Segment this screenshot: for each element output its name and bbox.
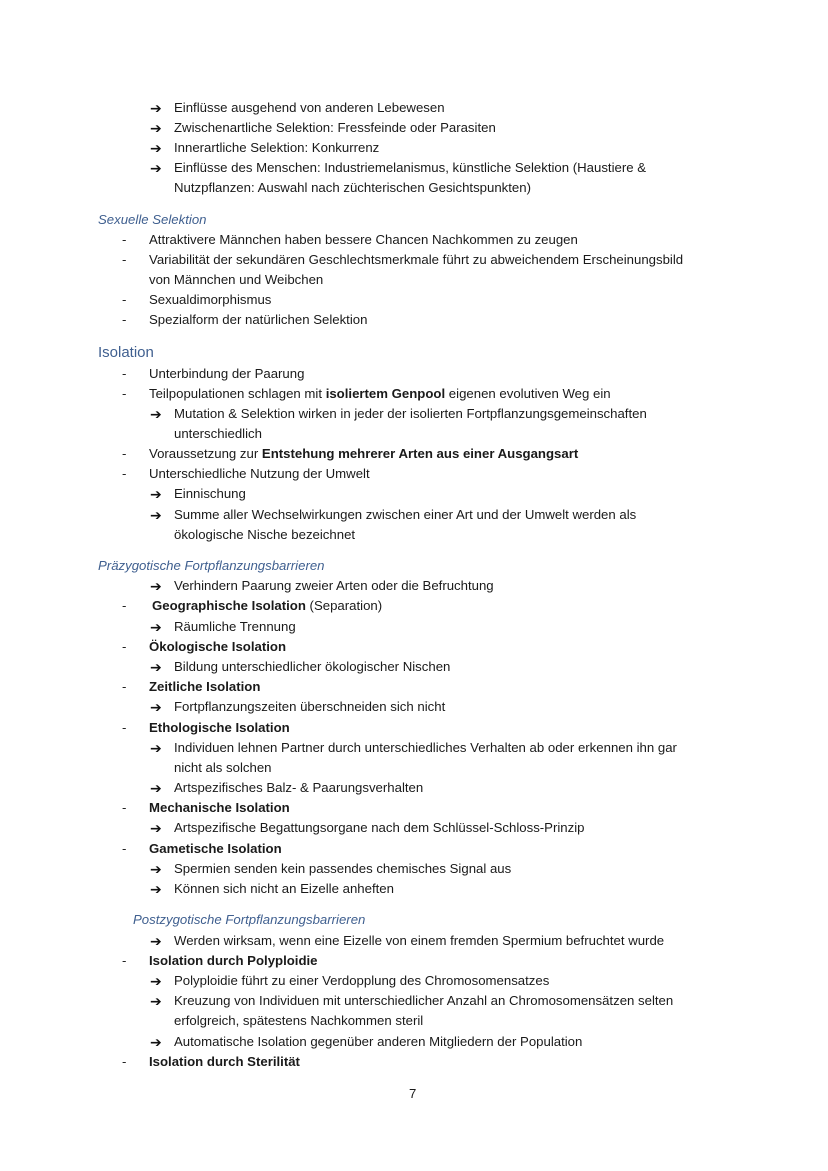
dash-icon: - <box>122 598 127 613</box>
dash-icon: - <box>122 292 127 307</box>
bullet-text: Artspezifische Begattungsorgane nach dem Schlüssel-Schloss-Prinzip <box>174 820 585 835</box>
bullet-text: Summe aller Wechselwirkungen zwischen einer Art und der Umwelt werden als <box>174 507 637 522</box>
dash-icon: - <box>122 232 127 247</box>
page-number: 7 <box>409 1086 417 1101</box>
arrow-icon: ➔ <box>150 406 162 422</box>
dash-icon: - <box>122 446 127 461</box>
section-heading: Postzygotische Fortpflanzungsbarrieren <box>133 912 366 927</box>
arrow-icon: ➔ <box>150 120 162 136</box>
dash-icon: - <box>122 466 127 481</box>
bullet-text: Einflüsse ausgehend von anderen Lebewesen <box>174 100 445 115</box>
bullet-text: Ökologische Isolation <box>149 639 287 654</box>
bullet-text: Fortpflanzungszeiten überschneiden sich nicht <box>174 699 446 714</box>
dash-icon: - <box>122 720 127 735</box>
dash-icon: - <box>122 252 127 267</box>
bullet-text: Attraktivere Männchen haben bessere Chancen Nachkommen zu zeugen <box>149 232 578 247</box>
bullet-text: Kreuzung von Individuen mit unterschiedlicher Anzahl an Chromosomensätzen selten <box>174 993 674 1008</box>
bullet-text-continued: von Männchen und Weibchen <box>149 272 324 287</box>
arrow-icon: ➔ <box>150 1034 162 1050</box>
arrow-icon: ➔ <box>150 699 162 715</box>
bullet-text: Artspezifisches Balz- & Paarungsverhalten <box>174 780 424 795</box>
bullet-text: Sexualdimorphismus <box>149 292 272 307</box>
bullet-text: Gametische Isolation <box>149 841 282 856</box>
bullet-text-continued: ökologische Nische bezeichnet <box>174 527 356 542</box>
arrow-icon: ➔ <box>150 740 162 756</box>
dash-icon: - <box>122 366 127 381</box>
section-heading: Isolation <box>98 344 154 361</box>
bullet-text-continued: unterschiedlich <box>174 426 262 441</box>
bullet-text: Verhindern Paarung zweier Arten oder die Befruchtung <box>174 578 494 593</box>
arrow-icon: ➔ <box>150 780 162 796</box>
bullet-text: Ethologische Isolation <box>149 720 290 735</box>
arrow-icon: ➔ <box>150 820 162 836</box>
dash-icon: - <box>122 386 127 401</box>
bullet-text: Zwischenartliche Selektion: Fressfeinde oder Parasiten <box>174 120 496 135</box>
bullet-text: Werden wirksam, wenn eine Eizelle von einem fremden Spermium befruchtet wurde <box>174 933 665 948</box>
arrow-icon: ➔ <box>150 578 162 594</box>
bullet-text: Isolation durch Sterilität <box>149 1054 300 1069</box>
dash-icon: - <box>122 841 127 856</box>
arrow-icon: ➔ <box>150 933 162 949</box>
arrow-icon: ➔ <box>150 486 162 502</box>
bullet-text: Polyploidie führt zu einer Verdopplung des Chromosomensatzes <box>174 973 550 988</box>
arrow-icon: ➔ <box>150 881 162 897</box>
bullet-text: Mutation & Selektion wirken in jeder der isolierten Fortpflanzungsgemeinschaften <box>174 406 647 421</box>
bullet-text: Einnischung <box>174 486 246 501</box>
arrow-icon: ➔ <box>150 993 162 1009</box>
bullet-text: Teilpopulationen schlagen mit isoliertem Genpool eigenen evolutiven Weg ein <box>149 386 611 401</box>
bullet-text: Unterschiedliche Nutzung der Umwelt <box>149 466 370 481</box>
bullet-text: Isolation durch Polyploidie <box>149 953 318 968</box>
bullet-text-continued: erfolgreich, spätestens Nachkommen steril <box>174 1013 424 1028</box>
bullet-text: Räumliche Trennung <box>174 619 296 634</box>
bullet-text-continued: Nutzpflanzen: Auswahl nach züchterischen Gesichtspunkten) <box>174 180 531 195</box>
bullet-text: Einflüsse des Menschen: Industriemelanismus, künstliche Selektion (Haustiere & <box>174 160 647 175</box>
dash-icon: - <box>122 679 127 694</box>
arrow-icon: ➔ <box>150 507 162 523</box>
dash-icon: - <box>122 1054 127 1069</box>
bullet-text: Innerartliche Selektion: Konkurrenz <box>174 140 380 155</box>
arrow-icon: ➔ <box>150 619 162 635</box>
bullet-text-continued: nicht als solchen <box>174 760 272 775</box>
bullet-text: Zeitliche Isolation <box>149 679 261 694</box>
arrow-icon: ➔ <box>150 160 162 176</box>
section-heading: Präzygotische Fortpflanzungsbarrieren <box>98 558 325 573</box>
dash-icon: - <box>122 953 127 968</box>
bullet-text: Spermien senden kein passendes chemisches Signal aus <box>174 861 512 876</box>
bullet-text: Automatische Isolation gegenüber anderen Mitgliedern der Population <box>174 1034 583 1049</box>
dash-icon: - <box>122 800 127 815</box>
arrow-icon: ➔ <box>150 100 162 116</box>
bullet-text: Mechanische Isolation <box>149 800 290 815</box>
arrow-icon: ➔ <box>150 973 162 989</box>
dash-icon: - <box>122 312 127 327</box>
bullet-text: Unterbindung der Paarung <box>149 366 305 381</box>
bullet-text: Voraussetzung zur Entstehung mehrerer Arten aus einer Ausgangsart <box>149 446 579 461</box>
bullet-text: Spezialform der natürlichen Selektion <box>149 312 368 327</box>
bullet-text: Bildung unterschiedlicher ökologischer Nischen <box>174 659 451 674</box>
section-heading: Sexuelle Selektion <box>98 212 207 227</box>
bullet-text: Individuen lehnen Partner durch unterschiedliches Verhalten ab oder erkennen ihn gar <box>174 740 677 755</box>
arrow-icon: ➔ <box>150 659 162 675</box>
bullet-text: Geographische Isolation (Separation) <box>152 598 383 613</box>
bullet-text: Können sich nicht an Eizelle anheften <box>174 881 394 896</box>
bullet-text: Variabilität der sekundären Geschlechtsmerkmale führt zu abweichendem Erscheinungsbild <box>149 252 684 267</box>
arrow-icon: ➔ <box>150 140 162 156</box>
arrow-icon: ➔ <box>150 861 162 877</box>
dash-icon: - <box>122 639 127 654</box>
